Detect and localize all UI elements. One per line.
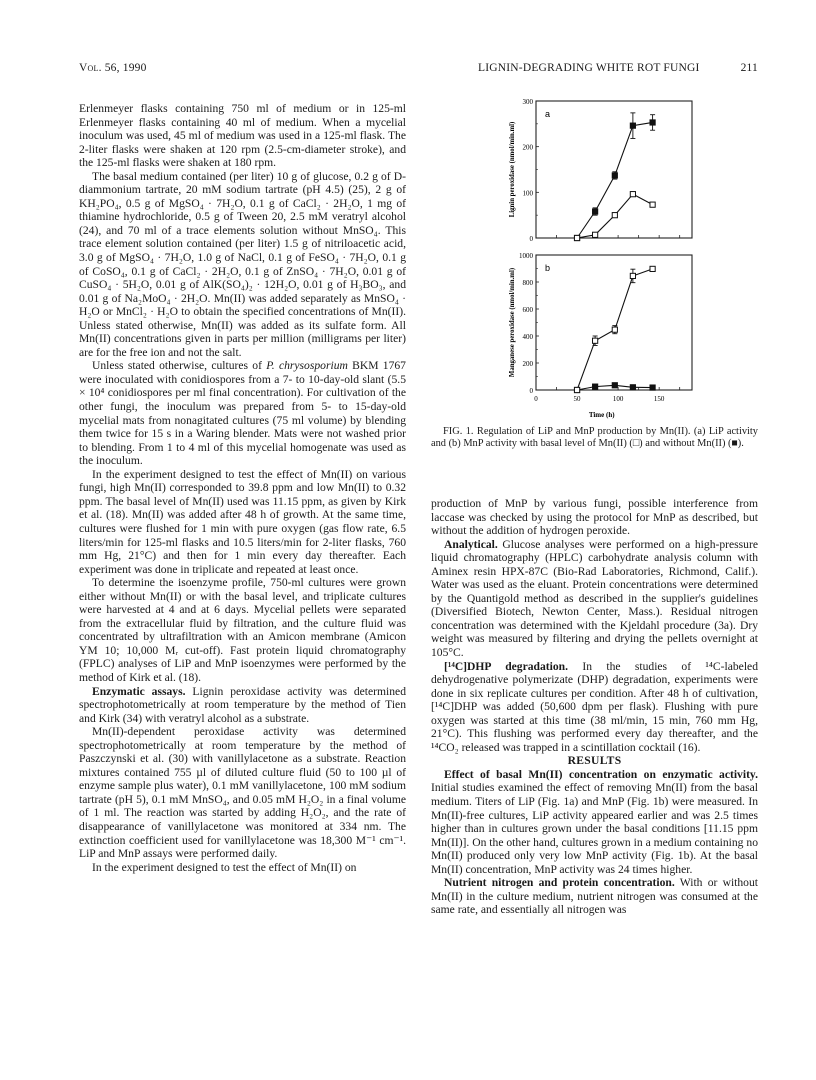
running-title: LIGNIN-DEGRADING WHITE ROT FUNGI [478,62,700,74]
open-square-marker [612,327,617,332]
x-tick-label: 50 [573,395,581,403]
paragraph [431,876,758,917]
paragraph [79,685,406,726]
paragraph: The basal medium contained (per liter) 10 g of glucose, 0.2 g of D-diammonium tartrate, 20 mM sodium tartrate (pH 4.5) (25), 2 g of KH₂PO₄, 0.5 g of MgSO₄ · 7H₂O, 0.1 g of CaCl₂ · 2H₂O, 1 mg of thiamine hydrochloride, 0.5 g of Tween 20, 2.5 mM veratryl alcohol (24), and 70 ml of a trace elements solution without MnSO₄. This trace element solution contained (per liter) 1.5 g of nitriloacetic acid, 3.0 g of MgSO₄ · 7H₂O, 1.0 g of NaCl, 0.1 g of FeSO₄ · 7H₂O, 0.1 g of CoSO₄, 0.1 g of CaCl₂ · 2H₂O, 0.1 g of ZnSO₄ · 7H₂O, 0.01 g of CuSO₄ · 5H₂O, 0.01 g of AlK(SO₄)₂ · 12H₂O, 0.01 g of H₃BO₃, and 0.01 g of Na₂MoO₄ · 2H₂O. Mn(II) was added separately as MnSO₄ · H₂O or MnCl₂ · H₂O to obtain the specified concentrations of Mn(II). Unless stated otherwise, Mn(II) was added as its sulfate form. All Mn(II) concentrations given in parts per million (milligrams per liter) are for the free ion and not the salt. [79,169,406,359]
paragraph [79,359,406,467]
section-runin-heading: Enzymatic assays. [92,684,186,698]
right-column [431,497,758,917]
paragraph [431,768,758,876]
x-tick-label: 0 [534,395,538,403]
series-line [577,122,653,238]
filled-square-marker [612,173,617,178]
filled-square-marker [630,123,635,128]
figure-caption [431,426,758,451]
figure-1 [470,90,770,420]
page-number: 211 [740,62,758,74]
y-tick-label: 200 [522,360,533,368]
paragraph [431,660,758,755]
running-header [478,62,758,74]
text-run: In the studies of ¹⁴C-labeled dehydrogenative polymerizate (DHP) degradation, experiments were done in six replicate cultures per condition. After 48 h of cultivation, [¹⁴C]DHP was added (50,600 dpm per flask). Flushing with pure oxygen was started at this time (38 ml/min, 15 min, 760 mm Hg, 21°C). This flushing was performed every day thereafter, and the ¹⁴CO₂ released was trapped in a scintillation cocktail (16). [431,659,758,754]
x-axis-label: Time (h) [588,411,615,419]
y-tick-label: 0 [529,387,533,395]
filled-square-marker [630,385,635,390]
open-square-marker [574,235,579,240]
paragraph: In the experiment designed to test the effect of Mn(II) on various fungi, high Mn(II) corresponded to 39.8 ppm and low Mn(II) to 0.32 ppm. The basal level of Mn(II) used was 11.15 ppm, as given by Kirk et al. (18). Mn(II) was added after 48 h of growth. At the same time, cultures were flushed for 1 min with pure oxygen (gas flow rate, 6.5 liters/min for 125-ml flasks and 10.5 liters/min for 2-liter flasks, 760 mm Hg, 21°C) and then for 1 min every day thereafter. Each experiment was done in triplicate and repeated at least once. [79,467,406,576]
y-tick-label: 0 [529,235,533,243]
y-tick-label: 600 [522,306,533,314]
panel-b-frame [536,255,692,390]
text-run: Lignin peroxidase activity was determined spectrophotometrically at room temperature by the method of Tien and Kirk (34) with veratryl alcohol as a substrate. [79,684,406,725]
caption-text: FIG. 1. Regulation of LiP and MnP production by Mn(II). (a) LiP activity and (b) MnP activity with basal level of Mn(II) (□) and without Mn(II) (■). [431,426,758,450]
paragraph [431,538,758,660]
y-tick-label: 200 [522,143,533,152]
y-tick-label: 300 [522,98,533,106]
filled-square-marker [612,383,617,388]
y-tick-label: 800 [522,279,533,287]
x-tick-label: 150 [653,395,665,403]
species-name: P. chrysosporium [266,359,348,373]
figure-1-charts [470,90,770,420]
filled-square-marker [574,387,579,392]
panel-a-y-axis-label: Lignin peroxidase (nmol/min.ml) [509,121,516,218]
paragraph: Erlenmeyer flasks containing 750 ml of medium or in 125-ml Erlenmeyer flasks containing 40 ml of medium. When a mycelial inoculum was used, 45 ml of medium was used in a 125-ml flask. The 2-liter flasks were shaken at 120 rpm (2.5-cm-diameter stroke), and the 125-ml flasks were shaken at 180 rpm. [79,102,406,170]
text-run: With or without Mn(II) in the culture medium, nutrient nitrogen was consumed at the same rate, and essentially all nitrogen was [431,876,758,917]
y-tick-label: 100 [522,189,533,198]
open-square-marker [630,273,635,278]
open-square-marker [593,338,598,343]
paragraph: In the experiment designed to test the effect of Mn(II) on [92,860,357,874]
open-square-marker [612,213,617,218]
left-column [79,102,406,874]
section-runin-heading: Nutrient nitrogen and protein concentration. [444,876,675,890]
filled-square-marker [650,120,655,125]
text-run: Initial studies examined the effect of removing Mn(II) from the basal medium. Titers of LiP (Fig. 1a) and MnP (Fig. 1b) were measured. In Mn(II)-free cultures, LiP activity appeared earlier and was 2.5 times higher than in cultures grown under the basal conditions [11.15 ppm Mn(II)]. On the other hand, cultures grown in a medium containing no Mn(II) produced only very low MnP activity (Fig. 1b). At the basal Mn(II) concentration, MnP activity was 24 times higher. [431,781,758,876]
volume-header: Vol. 56, 1990 [79,62,147,74]
text-run: BKM 1767 were inoculated with conidiospores from a 7- to 10-day-old slant (5.5 × 10⁴ conidiospores per ml final concentration). For cultivation of the other fungi, the inoculum was prepared from 5- to 15-day-old mycelial mats from nonagitated cultures (75 ml volume) by blending them twice for 15 s in a Waring blender. Mats were not washed prior to blending. From 1 to 4 ml of this mycelial homogenate was used as the inoculum. [79,359,406,468]
results-heading: RESULTS [567,754,622,768]
open-square-marker [650,266,655,271]
filled-square-marker [593,209,598,214]
y-tick-label: 1000 [519,252,533,260]
panel-b-y-axis-label: Manganese peroxidase (nmol/min.ml) [509,267,516,378]
filled-square-marker [650,385,655,390]
panel-a-label: a [545,109,551,119]
section-runin-heading: [¹⁴C]DHP degradation. [444,659,569,673]
open-square-marker [650,202,655,207]
y-tick-label: 400 [522,333,533,341]
panel-b-label: b [545,263,551,273]
open-square-marker [593,232,598,237]
section-runin-heading: Effect of basal Mn(II) concentration on enzymatic activity. [444,767,758,781]
paragraph: production of MnP by various fungi, possible interference from laccase was checked by using the protocol for MnP as described, but without the addition of hydrogen peroxide. [431,497,758,538]
text-run: Glucose analyses were performed on a high-pressure liquid chromatography (HPLC) carbohydrate analysis column with Aminex resin HPX-87C (Bio-Rad Laboratories, Richmond, Calif.). Water was used as the eluant. Protein concentrations were determined by the Quantigold method as described in the supplier's guidelines (Diversified Biotech, Newton Center, Mass.). Residual nitrogen concentration was determined with the Kjeldahl procedure (3a). Dry weight was measured by filtering and drying the pellets overnight at 105°C. [431,537,758,660]
text-run: Unless stated otherwise, cultures of [92,359,267,373]
x-tick-label: 100 [612,395,624,403]
paragraph: Mn(II)-dependent peroxidase activity was determined spectrophotometrically at room temperature by the method of Paszczynski et al. (30) with vanillylacetone as a substrate. Reaction mixtures contained 755 µl of diluted culture fluid (50 to 100 µl of enzyme sample plus water), 0.1 mM vanillylacetone, 100 mM sodium tartrate (pH 5), 0.1 mM MnSO₄, and 0.05 mM H₂O₂ in a final volume of 1 ml. The reaction was started by adding H₂O₂, and the rate of disappearance of vanillylacetone was monitored at 334 nm. The extinction coefficient used for vanillylacetone was 18,300 M⁻¹ cm⁻¹. LiP and MnP assays were performed daily. [79,725,406,861]
filled-square-marker [593,384,598,389]
section-runin-heading: Analytical. [444,537,498,551]
paragraph: To determine the isoenzyme profile, 750-ml cultures were grown either without Mn(II) or with the basal level, and triplicate cultures were harvested at 4 and at 6 days. Mycelial pellets were separated from the extracellular fluid by filtration, and the culture fluid was concentrated by ultrafiltration with an Amicon membrane (Amicon YM 10; 10,000 Mᵣ cut-off). Fast protein liquid chromatography (FPLC) analyses of LiP and MnP isoenzymes were performed by the method of Kirk et al. (18). [79,576,406,684]
open-square-marker [630,192,635,197]
